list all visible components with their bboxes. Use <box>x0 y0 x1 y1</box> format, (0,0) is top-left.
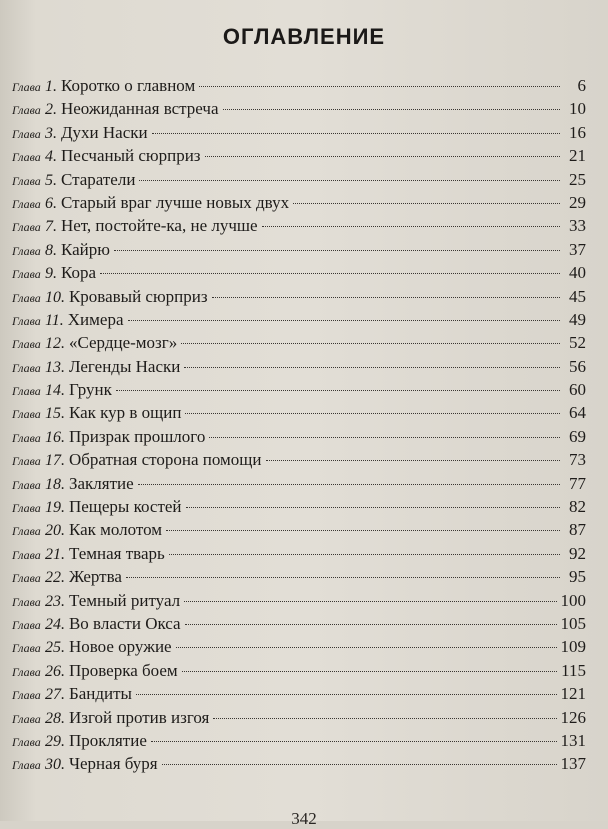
chapter-word: Глава <box>12 290 41 305</box>
toc-row <box>12 448 586 471</box>
chapter-label <box>12 495 65 520</box>
chapter-label <box>12 121 57 146</box>
chapter-number: 22. <box>44 569 65 587</box>
toc-row <box>12 752 586 775</box>
chapter-number: 18. <box>44 475 65 493</box>
chapter-label <box>12 355 65 380</box>
chapter-page: 21 <box>569 146 586 166</box>
chapter-word: Глава <box>12 430 41 445</box>
chapter-label <box>12 378 65 403</box>
toc-row <box>12 74 586 97</box>
dot-leader <box>184 367 560 368</box>
chapter-number: 1. <box>44 78 57 95</box>
chapter-page: 77 <box>569 473 586 493</box>
dot-leader <box>128 320 561 321</box>
chapter-title: Во власти Окса <box>68 613 181 633</box>
dot-leader <box>151 741 557 742</box>
toc-row <box>12 238 586 261</box>
dot-leader <box>213 718 556 719</box>
chapter-number: 4. <box>44 148 57 166</box>
chapter-number: 9. <box>44 265 57 283</box>
toc-row <box>12 355 586 378</box>
dot-leader <box>223 109 560 110</box>
dot-leader <box>184 601 556 602</box>
chapter-word: Глава <box>12 641 41 656</box>
chapter-word: Глава <box>12 594 41 609</box>
toc-row <box>12 401 586 424</box>
chapter-title: Кровавый сюрприз <box>68 286 208 306</box>
chapter-word: Глава <box>12 150 41 165</box>
chapter-page: 37 <box>569 239 586 259</box>
chapter-number: 13. <box>44 358 65 376</box>
toc-row <box>12 682 586 705</box>
chapter-number: 23. <box>44 592 65 610</box>
chapter-word: Глава <box>12 243 41 258</box>
chapter-label <box>12 635 65 660</box>
toc-row <box>12 331 586 354</box>
chapter-page: 25 <box>569 169 586 189</box>
chapter-label <box>12 752 65 777</box>
chapter-title: Изгой против изгоя <box>68 707 210 727</box>
dot-leader <box>181 343 560 344</box>
chapter-label <box>12 682 65 707</box>
toc-row <box>12 706 586 729</box>
chapter-label <box>12 401 65 426</box>
page-number: 342 <box>291 809 317 828</box>
chapter-label <box>12 425 65 450</box>
chapter-number: 17. <box>44 452 65 470</box>
chapter-page: 131 <box>560 730 586 750</box>
chapter-word: Глава <box>12 711 41 726</box>
chapter-title: Духи Наски <box>60 122 148 142</box>
chapter-number: 26. <box>44 662 65 680</box>
chapter-page: 49 <box>569 309 586 329</box>
chapter-label <box>12 331 65 356</box>
dot-leader <box>126 577 560 578</box>
dot-leader <box>114 250 560 251</box>
chapter-label <box>12 518 65 543</box>
chapter-label <box>12 191 57 216</box>
chapter-number: 10. <box>44 288 65 306</box>
chapter-title: Химера <box>67 309 124 329</box>
chapter-number: 21. <box>44 545 65 563</box>
dot-leader <box>262 226 560 227</box>
toc-row <box>12 659 586 682</box>
toc-row <box>12 542 586 565</box>
table-of-contents <box>12 74 586 776</box>
chapter-title: Пещеры костей <box>68 497 182 517</box>
toc-row <box>12 308 586 331</box>
toc-row <box>12 729 586 752</box>
chapter-page: 109 <box>560 637 586 657</box>
toc-row <box>12 378 586 401</box>
chapter-number: 27. <box>44 686 65 704</box>
chapter-page: 10 <box>569 99 586 119</box>
dot-leader <box>116 390 560 391</box>
chapter-title: Жертва <box>68 567 122 587</box>
chapter-page: 121 <box>560 684 586 704</box>
chapter-word: Глава <box>12 617 41 632</box>
chapter-title: Нет, постойте-ка, не лучше <box>60 216 258 236</box>
chapter-word: Глава <box>12 547 41 562</box>
chapter-number: 5. <box>44 171 57 189</box>
chapter-title: Темная тварь <box>68 543 165 563</box>
dot-leader <box>209 437 560 438</box>
chapter-number: 30. <box>44 756 65 774</box>
chapter-word: Глава <box>12 360 41 375</box>
chapter-title: Неожиданная встреча <box>60 99 219 119</box>
chapter-word: Глава <box>12 267 41 282</box>
page-title: ОГЛАВЛЕНИЕ <box>222 24 386 49</box>
dot-leader <box>176 647 557 648</box>
toc-row <box>12 425 586 448</box>
chapter-page: 95 <box>569 567 586 587</box>
chapter-page: 40 <box>569 263 586 283</box>
chapter-number: 7. <box>44 218 57 236</box>
chapter-number: 19. <box>44 499 65 517</box>
dot-leader <box>199 86 560 87</box>
chapter-label <box>12 308 64 333</box>
chapter-label <box>12 214 57 239</box>
chapter-title: Как молотом <box>68 520 163 540</box>
chapter-title: Призрак прошлого <box>68 426 206 446</box>
dot-leader <box>169 554 560 555</box>
chapter-number: 25. <box>44 639 65 657</box>
chapter-label <box>12 144 57 169</box>
dot-leader <box>138 484 560 485</box>
chapter-page: 126 <box>560 707 586 727</box>
chapter-title: Бандиты <box>68 684 132 704</box>
chapter-word: Глава <box>12 524 41 539</box>
chapter-word: Глава <box>12 734 41 749</box>
chapter-title: Проверка боем <box>68 660 178 680</box>
chapter-word: Глава <box>12 664 41 679</box>
chapter-label <box>12 238 57 263</box>
chapter-page: 87 <box>569 520 586 540</box>
chapter-title: Старатели <box>60 169 136 189</box>
toc-row <box>12 285 586 308</box>
toc-row <box>12 565 586 588</box>
toc-row <box>12 495 586 518</box>
dot-leader <box>205 156 560 157</box>
chapter-number: 20. <box>44 522 65 540</box>
chapter-label <box>12 729 65 754</box>
chapter-number: 6. <box>44 194 57 212</box>
chapter-title: Старый враг лучше новых двух <box>60 192 290 212</box>
chapter-word: Глава <box>12 571 41 586</box>
chapter-title: Легенды Наски <box>68 356 181 376</box>
chapter-word: Глава <box>12 126 41 141</box>
chapter-title: Новое оружие <box>68 637 172 657</box>
chapter-label <box>12 589 65 614</box>
chapter-number: 24. <box>44 615 65 633</box>
chapter-page: 6 <box>577 76 586 95</box>
chapter-title: Заклятие <box>68 473 134 493</box>
chapter-number: 15. <box>44 405 65 423</box>
chapter-number: 28. <box>44 709 65 727</box>
chapter-page: 16 <box>569 122 586 142</box>
toc-row <box>12 121 586 144</box>
chapter-title: Грунк <box>68 380 112 400</box>
chapter-label <box>12 97 57 122</box>
chapter-page: 100 <box>560 590 586 610</box>
chapter-title: Черная буря <box>68 754 158 774</box>
chapter-word: Глава <box>12 454 41 469</box>
chapter-word: Глава <box>12 384 41 399</box>
chapter-title: Песчаный сюрприз <box>60 146 201 166</box>
chapter-word: Глава <box>12 758 41 773</box>
chapter-page: 105 <box>560 613 586 633</box>
dot-leader <box>136 694 557 695</box>
chapter-label <box>12 168 57 193</box>
chapter-number: 3. <box>44 124 57 142</box>
chapter-title: Проклятие <box>68 730 147 750</box>
chapter-word: Глава <box>12 337 41 352</box>
toc-row <box>12 518 586 541</box>
toc-row <box>12 635 586 658</box>
toc-row <box>12 472 586 495</box>
chapter-title: Обратная сторона помощи <box>68 450 262 470</box>
chapter-page: 115 <box>561 660 586 680</box>
chapter-label <box>12 542 65 567</box>
chapter-page: 56 <box>569 356 586 376</box>
chapter-word: Глава <box>12 688 41 703</box>
chapter-number: 16. <box>44 428 65 446</box>
chapter-page: 52 <box>569 333 586 353</box>
chapter-word: Глава <box>12 220 41 235</box>
chapter-page: 64 <box>569 403 586 423</box>
chapter-word: Глава <box>12 407 41 422</box>
dot-leader <box>185 413 560 414</box>
chapter-page: 69 <box>569 426 586 446</box>
chapter-label <box>12 472 65 497</box>
chapter-title: Кора <box>60 263 96 283</box>
chapter-title: Как кур в ощип <box>68 403 182 423</box>
dot-leader <box>166 530 560 531</box>
chapter-number: 12. <box>44 335 65 353</box>
toc-row <box>12 168 586 191</box>
chapter-word: Глава <box>12 313 41 328</box>
toc-row <box>12 191 586 214</box>
chapter-label <box>12 261 57 286</box>
chapter-number: 2. <box>44 101 57 119</box>
dot-leader <box>182 671 557 672</box>
chapter-word: Глава <box>12 173 41 188</box>
chapter-label <box>12 706 65 731</box>
chapter-word: Глава <box>12 196 41 211</box>
chapter-title: Кайрю <box>60 239 110 259</box>
toc-row <box>12 589 586 612</box>
chapter-label <box>12 285 65 310</box>
chapter-title: «Сердце-мозг» <box>68 333 178 353</box>
chapter-label <box>12 448 65 473</box>
dot-leader <box>293 203 560 204</box>
chapter-word: Глава <box>12 80 41 94</box>
toc-row <box>12 612 586 635</box>
dot-leader <box>139 180 560 181</box>
dot-leader <box>266 460 561 461</box>
chapter-page: 82 <box>569 497 586 517</box>
chapter-page: 33 <box>569 216 586 236</box>
chapter-page: 137 <box>560 754 586 774</box>
toc-row <box>12 261 586 284</box>
toc-row <box>12 97 586 120</box>
dot-leader <box>212 297 560 298</box>
chapter-number: 8. <box>44 241 57 259</box>
toc-row <box>12 144 586 167</box>
chapter-label <box>12 659 65 684</box>
chapter-word: Глава <box>12 501 41 516</box>
chapter-number: 14. <box>44 382 65 400</box>
chapter-page: 60 <box>569 380 586 400</box>
chapter-page: 73 <box>569 450 586 470</box>
chapter-word: Глава <box>12 103 41 118</box>
chapter-number: 29. <box>44 732 65 750</box>
dot-leader <box>185 624 557 625</box>
chapter-number: 11. <box>44 311 64 329</box>
chapter-word: Глава <box>12 477 41 492</box>
chapter-page: 92 <box>569 543 586 563</box>
chapter-title: Коротко о главном <box>60 76 196 95</box>
chapter-page: 29 <box>569 192 586 212</box>
chapter-label <box>12 565 65 590</box>
chapter-title: Темный ритуал <box>68 590 181 610</box>
chapter-label <box>12 612 65 637</box>
chapter-label <box>12 74 57 99</box>
chapter-page: 45 <box>569 286 586 306</box>
dot-leader <box>100 273 560 274</box>
toc-row <box>12 214 586 237</box>
dot-leader <box>186 507 560 508</box>
dot-leader <box>152 133 560 134</box>
dot-leader <box>162 764 557 765</box>
